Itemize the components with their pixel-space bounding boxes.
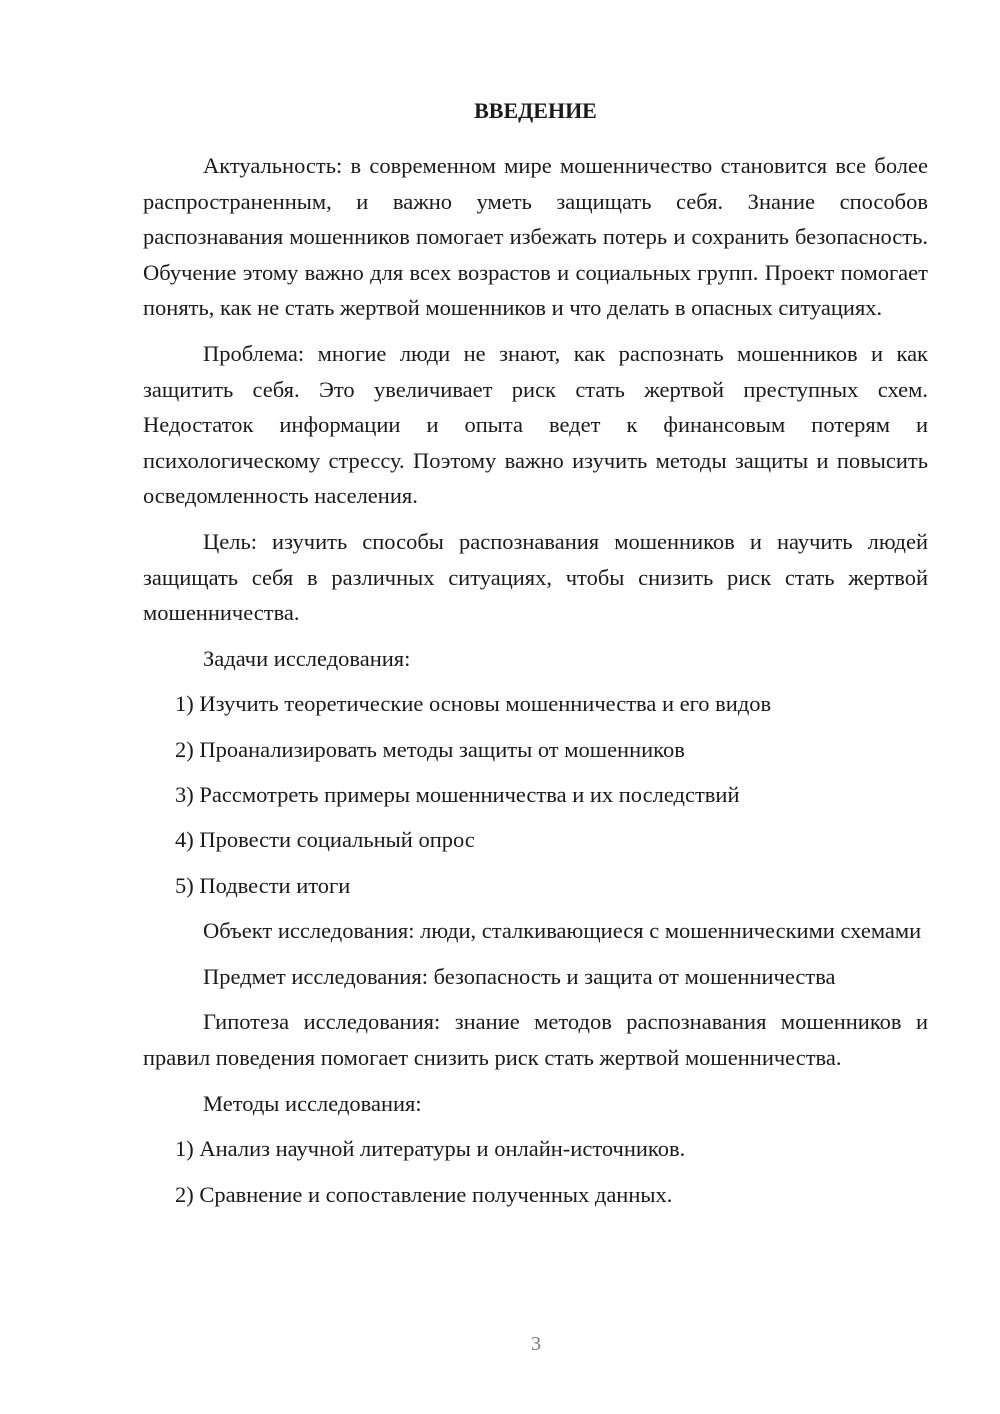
problem-paragraph: Проблема: многие люди не знают, как распознать мошенников и как защитить себя. Это увеличивает риск стать жертвой преступных схем. Недостаток информации и опыта ведет к финансовым потерям и психологическому стрессу. Поэтому важно изучить методы защиты и повысить осведомленность населения. [143,340,928,509]
section-title: ВВЕДЕНИЕ [474,98,597,123]
page-number: 3 [531,1333,541,1355]
relevance-paragraph: Актуальность: в современном мире мошенничество становится все более распространенным, и важно уметь защищать себя. Знание способов распознавания мошенников помогает избежать потерь и сохранить безопасность. Обучение этому важно для всех возрастов и социальных групп. Проект помогает понять, как не стать жертвой мошенников и что делать в опасных ситуациях. [143,153,928,321]
task-item: 4) Провести социальный опрос [175,827,475,853]
subject-paragraph: Предмет исследования: безопасность и защита от мошенничества [203,963,836,989]
task-item: 3) Рассмотреть примеры мошенничества и их последствий [175,782,740,808]
tasks-label: Задачи исследования: [203,645,411,671]
task-item: 5) Подвести итоги [175,872,351,898]
method-item: 2) Сравнение и сопоставление полученных данных. [175,1181,673,1207]
document-page [143,96,928,1222]
methods-list [143,1131,928,1212]
task-item: 1) Изучить теоретические основы мошенничества и его видов [175,691,772,717]
goal-paragraph: Цель: изучить способы распознавания мошенников и научить людей защищать себя в различных ситуациях, чтобы снизить риск стать жертвой мошенничества. [143,528,928,626]
task-item: 2) Проанализировать методы защиты от мошенников [175,736,685,762]
tasks-list [143,686,928,903]
method-item: 1) Анализ научной литературы и онлайн-источников. [175,1136,686,1162]
object-paragraph: Объект исследования: люди, сталкивающиеся с мошенническими схемами [203,918,922,944]
methods-label: Методы исследования: [203,1090,422,1116]
hypothesis-paragraph: Гипотеза исследования: знание методов распознавания мошенников и правил поведения помогает снизить риск стать жертвой мошенничества. [143,1009,928,1071]
